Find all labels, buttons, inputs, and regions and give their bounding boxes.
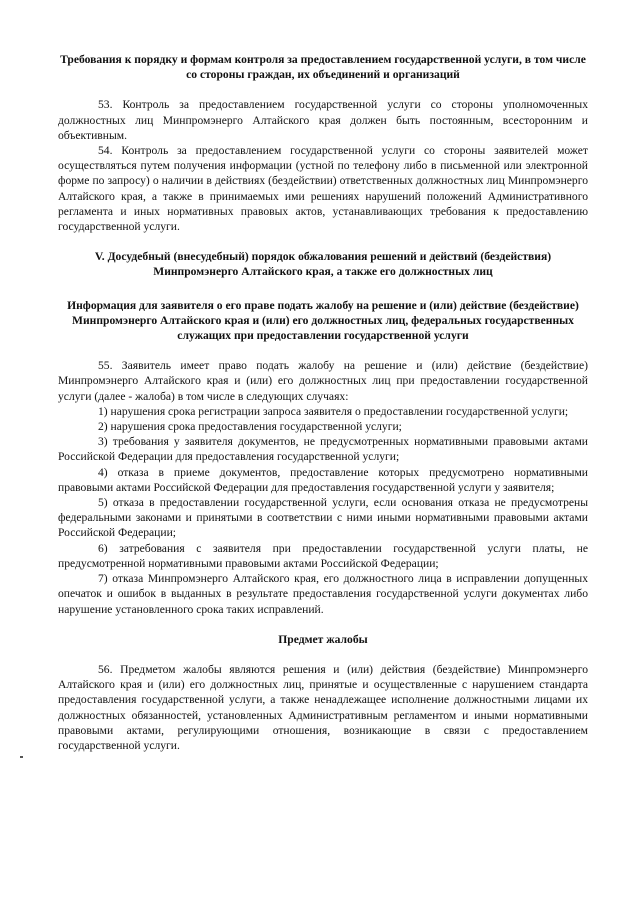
- paragraph-55-item-1: 1) нарушения срока регистрации запроса заявителя о предоставлении государственной услуги;: [98, 404, 569, 418]
- section-heading-complaint-subject: Предмет жалобы: [278, 632, 368, 646]
- section-heading-complaint-right: Информация для заявителя о его праве подать жалобу на решение и (или) действие (бездействие) Минпромэнерго Алтайского края и (или) его должностных лиц, федеральных государственных служащих при предоставлении государственной услуги: [67, 298, 579, 343]
- scan-speck: [20, 756, 23, 758]
- paragraph-55-item-5: 5) отказа в предоставлении государственной услуги, если основания отказа не предусмотрены федеральными законами и принятыми в соответствии с ними иными нормативными правовыми актами Российской Федерации;: [58, 496, 588, 540]
- paragraph-55: 55. Заявитель имеет право подать жалобу на решение и (или) действие (бездействие) Минпромэнерго Алтайского края и (или) его должностных лиц при предоставлении государственной услуги (далее - жалоба) в том числе в следующих случаях:: [58, 359, 588, 403]
- paragraph-55-item-6: 6) затребования с заявителя при предоставлении государственной услуги платы, не предусмотренной нормативными правовыми актами Российской Федерации;: [58, 541, 588, 570]
- paragraph-55-item-2: 2) нарушения срока предоставления государственной услуги;: [98, 420, 402, 434]
- paragraph-55-item-4: 4) отказа в приеме документов, предоставление которых предусмотрено нормативными правовыми актами Российской Федерации для предоставления государственной услуги у заявителя;: [58, 465, 588, 494]
- paragraph-54: 54. Контроль за предоставлением государственной услуги со стороны заявителей может осуществляться путем получения информации (устной по телефону либо в письменной или электронной форме по запросу) о наличии в действиях (бездействии) ответственных должностных лиц Минпромэнерго Алтайского края, а также в принимаемых ими решениях нарушений положений Административного регламента и иных нормативных правовых актов, устанавливающих требования к предоставлению государственной услуги.: [58, 144, 588, 234]
- paragraph-56: 56. Предметом жалобы являются решения и (или) действия (бездействие) Минпромэнерго Алтайского края и (или) его должностных лиц, принятые и осуществленные с нарушением стандарта предоставления государственной услуги, а также ненадлежащее исполнение должностными лицами их должностных обязанностей, установленных Административным регламентом и иными нормативными правовыми актами, регулирующими отношения, возникающие в связи с предоставлением государственной услуги.: [58, 662, 588, 752]
- chapter-heading-appeal-procedure: V. Досудебный (внесудебный) порядок обжалования решений и действий (бездействия) Минпромэнерго Алтайского края, а также его должностных лиц: [94, 250, 552, 279]
- paragraph-55-item-7: 7) отказа Минпромэнерго Алтайского края, его должностного лица в исправлении допущенных опечаток и ошибок в выданных в результате предоставления государственной услуги документах либо нарушение установленного срока таких исправлений.: [58, 572, 588, 616]
- section-heading-control-requirements: Требования к порядку и формам контроля за предоставлением государственной услуги, в том числе со стороны граждан, их объединений и организаций: [60, 53, 586, 82]
- paragraph-55-item-3: 3) требования у заявителя документов, не предусмотренных нормативными правовыми актами Российской Федерации для предоставления государственной услуги;: [58, 435, 588, 464]
- paragraph-53: 53. Контроль за предоставлением государственной услуги со стороны уполномоченных должностных лиц Минпромэнерго Алтайского края должен быть постоянным, всесторонним и объективным.: [58, 98, 588, 142]
- document-page: [58, 52, 588, 753]
